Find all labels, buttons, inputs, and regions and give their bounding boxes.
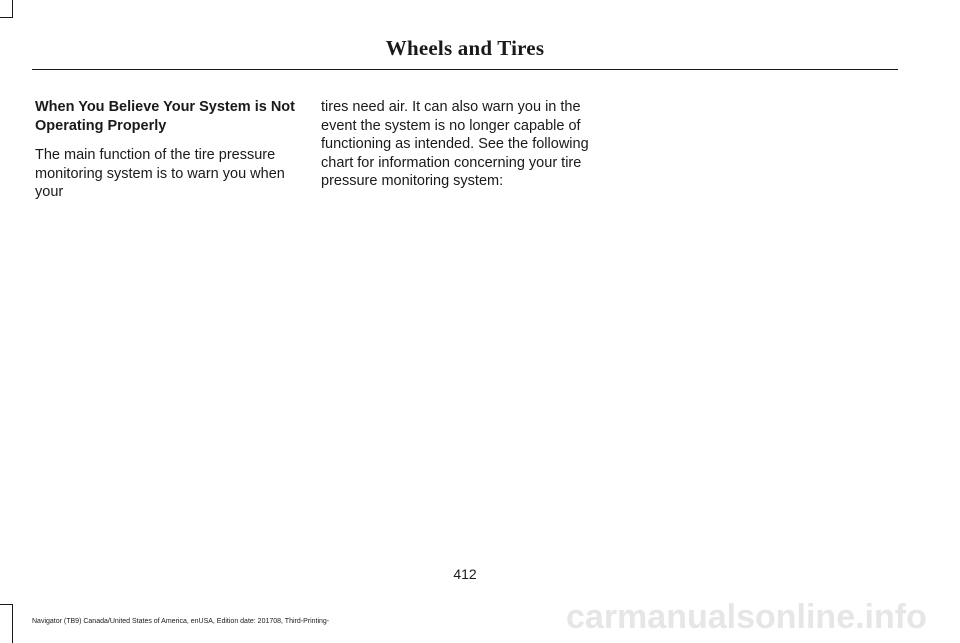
right-column [321, 98, 599, 191]
left-paragraph: The main function of the tire pressure monitoring system is to warn you when your [35, 147, 285, 200]
left-column [35, 98, 313, 202]
watermark-logo: carmanualsonline.info [566, 598, 927, 636]
edition-footer: Navigator (TB9) Canada/United States of America, enUSA, Edition date: 201708, Third-Printing- [32, 618, 330, 625]
header-divider [32, 69, 898, 70]
crop-mark-bottom-left-vertical [12, 604, 13, 643]
section-heading: When You Believe Your System is Not Operating Properly [35, 99, 295, 134]
crop-mark-bottom-left-horizontal [0, 604, 13, 605]
page-title: Wheels and Tires [385, 36, 545, 60]
right-paragraph: tires need air. It can also warn you in the event the system is no longer capable of functioning as intended. See the following chart for information concerning your tire pressure monitoring system: [321, 99, 589, 189]
page-number: 412 [453, 566, 477, 582]
crop-mark-top-left-horizontal [0, 17, 13, 18]
crop-mark-top-left-vertical [12, 0, 13, 18]
